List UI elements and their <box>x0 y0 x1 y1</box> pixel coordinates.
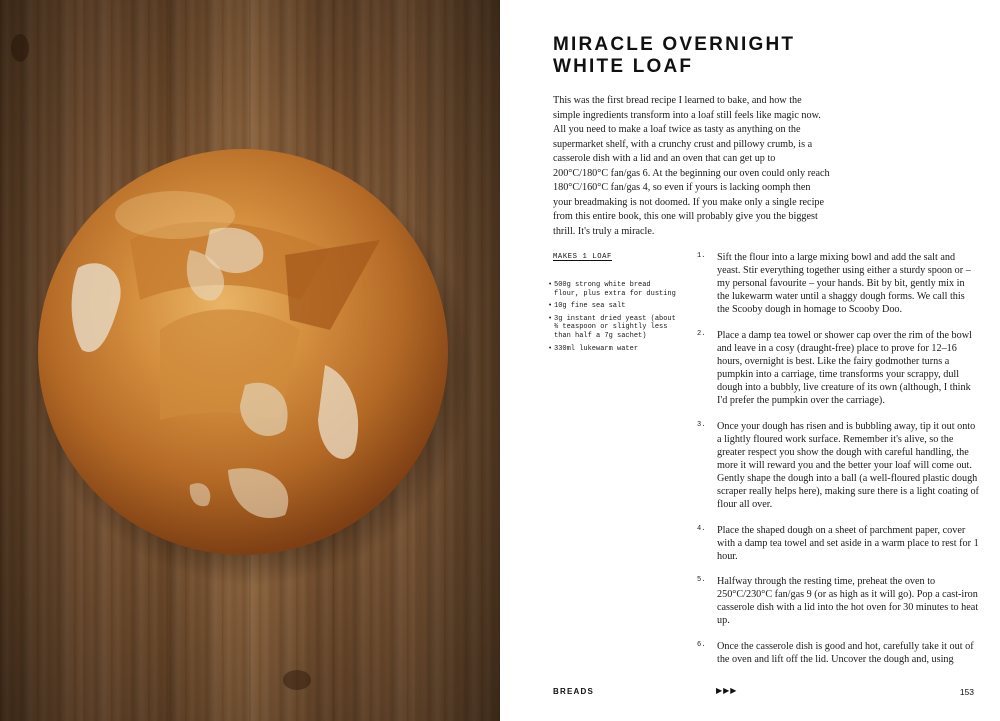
recipe-page <box>500 0 1000 721</box>
ingredient-item: • 500g strong white bread flour, plus extra for dusting <box>548 281 680 298</box>
yield-label: MAKES 1 LOAF <box>553 253 612 261</box>
step-number: 2. <box>697 330 706 338</box>
recipe-title <box>553 34 973 78</box>
ingredient-item: • 330ml lukewarm water <box>548 345 680 354</box>
crust-highlight <box>115 191 235 239</box>
step-text: Place a damp tea towel or shower cap over the rim of the bowl and leave in a cosy (draught-free) place to prove for 12–16 hours, overnight is best. Like the fairy godmother turns a pumpkin into a carriage, time transforms your scrappy, dull dough into a bubbly, live creature of its own (although, I think I'd prefer the pumpkin over the carriage). <box>717 330 972 406</box>
wood-knot <box>283 670 311 690</box>
step-number: 5. <box>697 576 706 584</box>
footer-section-name: BREADS <box>553 687 594 696</box>
ingredient-item: • 3g instant dried yeast (about ¾ teaspoon or slightly less than half a 7g sachet) <box>548 315 680 341</box>
step-number: 6. <box>697 641 706 649</box>
step-text: Place the shaped dough on a sheet of parchment paper, cover with a damp tea towel and set aside in a warm place to rest for 1 hour. <box>717 525 979 562</box>
step-number: 3. <box>697 421 706 429</box>
page-number: 153 <box>959 687 974 697</box>
step-text: Sift the flour into a large mixing bowl and add the salt and yeast. Stir everything together using either a sturdy spoon or – my personal favourite – your hands. Bit by bit, gently mix in the lukewarm water until a shaggy dough forms. We call this the Scooby dough in homage to Scooby Doo. <box>717 252 971 315</box>
step-number: 4. <box>697 525 706 533</box>
step-text: Once the casserole dish is good and hot, carefully take it out of the oven and lift off the lid. Uncover the dough and, using <box>717 641 974 665</box>
step-number: 1. <box>697 252 706 260</box>
recipe-title-line-1: MIRACLE OVERNIGHT <box>553 34 796 55</box>
step-text: Once your dough has risen and is bubbling away, tip it out onto a lightly floured work surface. Remember it's alive, so the greater respect you show the dough with careful handling, the more it will reward you and the better your loaf will come out. Gently shape the dough into a ball (a well-floured plastic dough scraper really helps here), making sure there is a light coating of flour all over. <box>717 421 979 510</box>
ingredient-item: • 10g fine sea salt <box>548 302 680 311</box>
step-text: Halfway through the resting time, preheat the oven to 250°C/230°C fan/gas 9 (or as high as it will go). Pop a cast-iron casserole dish with a lid into the hot oven for 30 minutes to heat up. <box>717 576 979 626</box>
recipe-title-line-2: WHITE LOAF <box>553 56 694 77</box>
wood-knot <box>11 34 29 62</box>
ingredient-list <box>548 281 680 357</box>
triple-right-arrow-icon: ▶▶▶ <box>716 686 738 695</box>
recipe-intro: This was the first bread recipe I learned to bake, and how the simple ingredients transform into a loaf still feels like magic now. All you need to make a loaf twice as tasty as anything on the supermarket shelf, with a crunchy crust and pillowy crumb, is a casserole dish with a lid and an oven that can get up to 200°C/180°C fan/gas 6. At the beginning our oven could only reach 180°C/160°C fan/gas 4, so even if yours is lacking oomph then your breadmaking is not doomed. If you make only a single recipe from this entire book, this one will probably give you the biggest thrill. It's truly a miracle. <box>553 95 830 237</box>
